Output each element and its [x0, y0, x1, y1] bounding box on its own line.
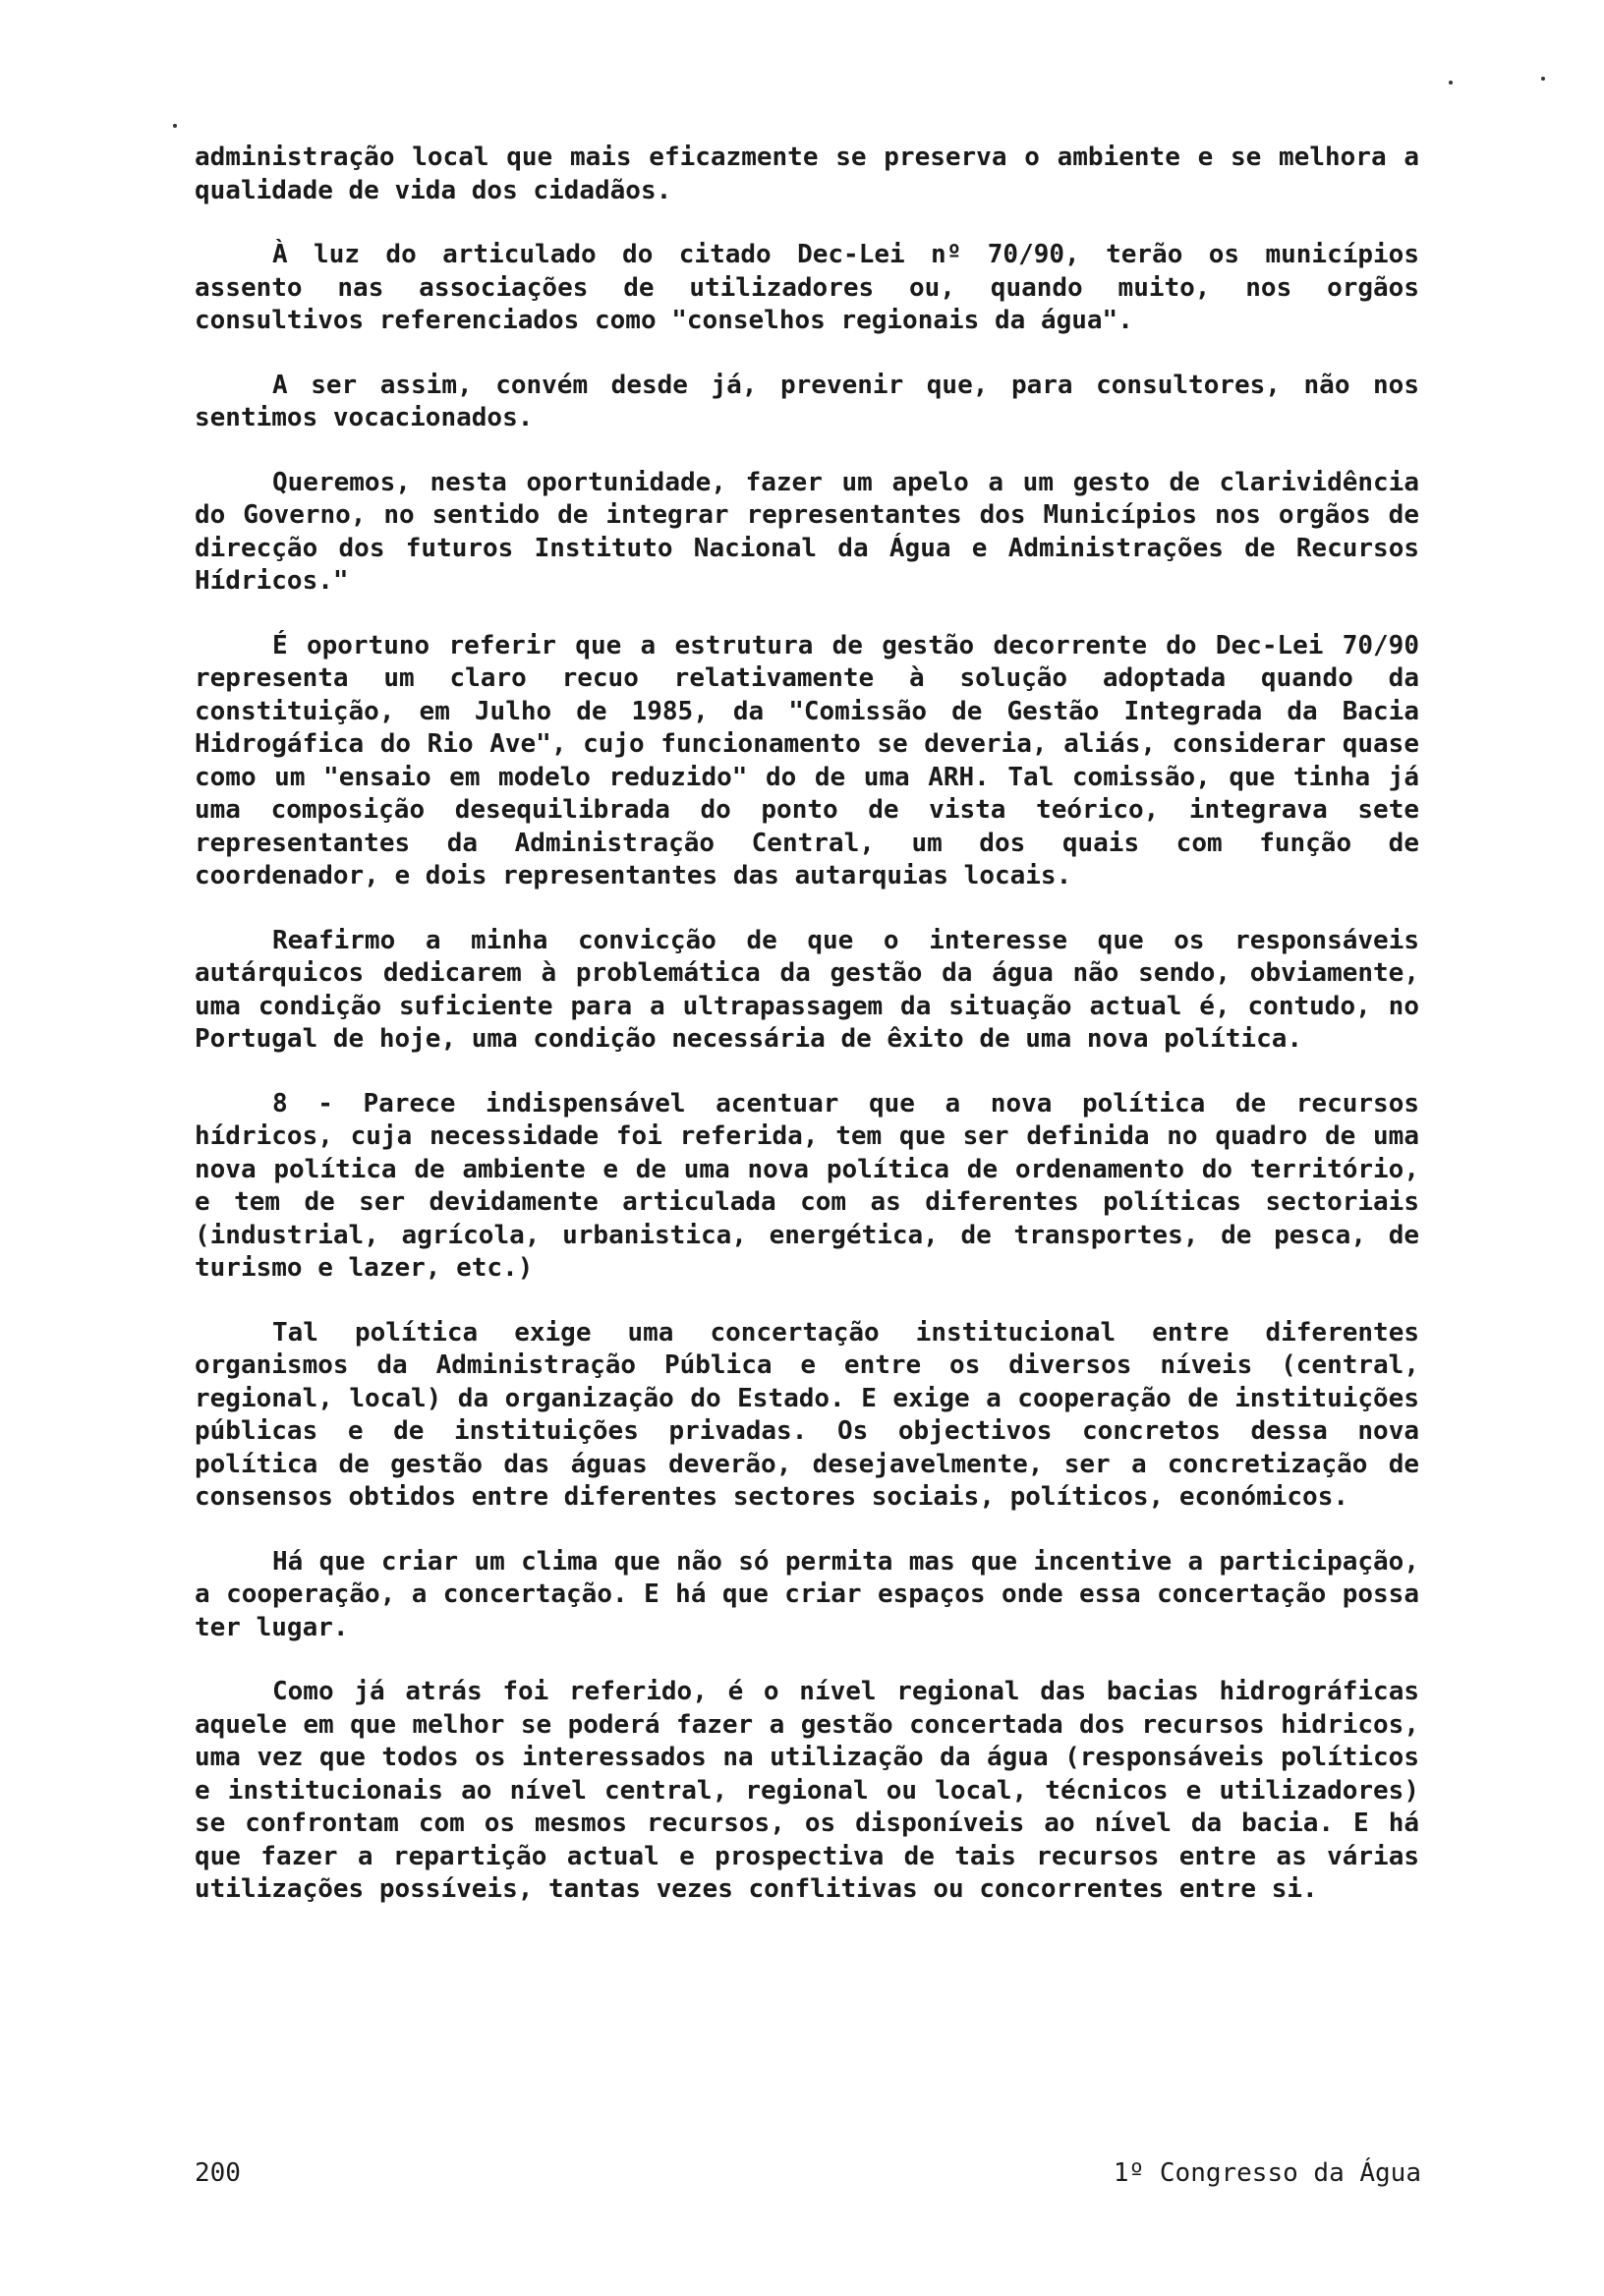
scan-speck: [1449, 81, 1453, 85]
paragraph-4: Queremos, nesta oportunidade, fazer um apelo a um gesto de clarividência do Governo, no sentido de integrar representantes dos Municípios nos orgãos de direcção dos futuros Instituto Nacional da Água e Administrações de Recursos Hídricos.": [195, 467, 1419, 596]
publication-title: 1º Congresso da Água: [1113, 2158, 1421, 2188]
scan-speck: [173, 124, 177, 128]
body-text: [195, 142, 1419, 1938]
page-number: 200: [195, 2158, 241, 2188]
paragraph-2: À luz do articulado do citado Dec-Lei nº 70/90, terão os municípios assento nas associações de utilizadores ou, quando muito, nos orgãos consultivos referenciados como "conselhos regionais da água".: [195, 240, 1419, 335]
scan-speck: [1541, 77, 1545, 81]
paragraph-7: 8 - Parece indispensável acentuar que a nova política de recursos hídricos, cuja necessidade foi referida, tem que ser definida no quadro de uma nova política de ambiente e de uma nova política de ordenamento do território, e tem de ser devidamente articulada com as diferentes políticas sectoriais (industrial, agrícola, urbanistica, energética, de transportes, de pesca, de turismo e lazer, etc.): [195, 1088, 1419, 1283]
paragraph-6: Reafirmo a minha convicção de que o interesse que os responsáveis autárquicos dedicarem à problemática da gestão da água não sendo, obviamente, uma condição suficiente para a ultrapassagem da situação actual é, contudo, no Portugal de hoje, uma condição necessária de êxito de uma nova política.: [195, 925, 1419, 1054]
paragraph-8: Tal política exige uma concertação institucional entre diferentes organismos da Administração Pública e entre os diversos níveis (central, regional, local) da organização do Estado. E exige a cooperação de instituições públicas e de instituições privadas. Os objectivos concretos dessa nova política de gestão das águas deverão, desejavelmente, ser a concretização de consensos obtidos entre diferentes sectores sociais, políticos, económicos.: [195, 1317, 1419, 1512]
paragraph-9: Há que criar um clima que não só permita mas que incentive a participação, a cooperação, a concertação. E há que criar espaços onde essa concertação possa ter lugar.: [195, 1546, 1419, 1642]
paragraph-1: administração local que mais eficazmente se preserva o ambiente e se melhora a qualidade de vida dos cidadãos.: [195, 143, 1419, 205]
paragraph-3: A ser assim, convém desde já, prevenir que, para consultores, não nos sentimos vocacionados.: [195, 370, 1419, 432]
paragraph-5: É oportuno referir que a estrutura de gestão decorrente do Dec-Lei 70/90 representa um claro recuo relativamente à solução adoptada quando da constituição, em Julho de 1985, da "Comissão de Gestão Integrada da Bacia Hidrogáfica do Rio Ave", cujo funcionamento se deveria, aliás, considerar quase como um "ensaio em modelo reduzido" do de uma ARH. Tal comissão, que tinha já uma composição desequilibrada do ponto de vista teórico, integrava sete representantes da Administração Central, um dos quais com função de coordenador, e dois representantes das autarquias locais.: [195, 630, 1419, 890]
paragraph-10: Como já atrás foi referido, é o nível regional das bacias hidrográficas aquele em que melhor se poderá fazer a gestão concertada dos recursos hidricos, uma vez que todos os interessados na utilização da água (responsáveis políticos e institucionais ao nível central, regional ou local, técnicos e utilizadores) se confrontam com os mesmos recursos, os disponíveis ao nível da bacia. E há que fazer a repartição actual e prospectiva de tais recursos entre as várias utilizações possíveis, tantas vezes conflitivas ou concorrentes entre si.: [195, 1677, 1419, 1904]
